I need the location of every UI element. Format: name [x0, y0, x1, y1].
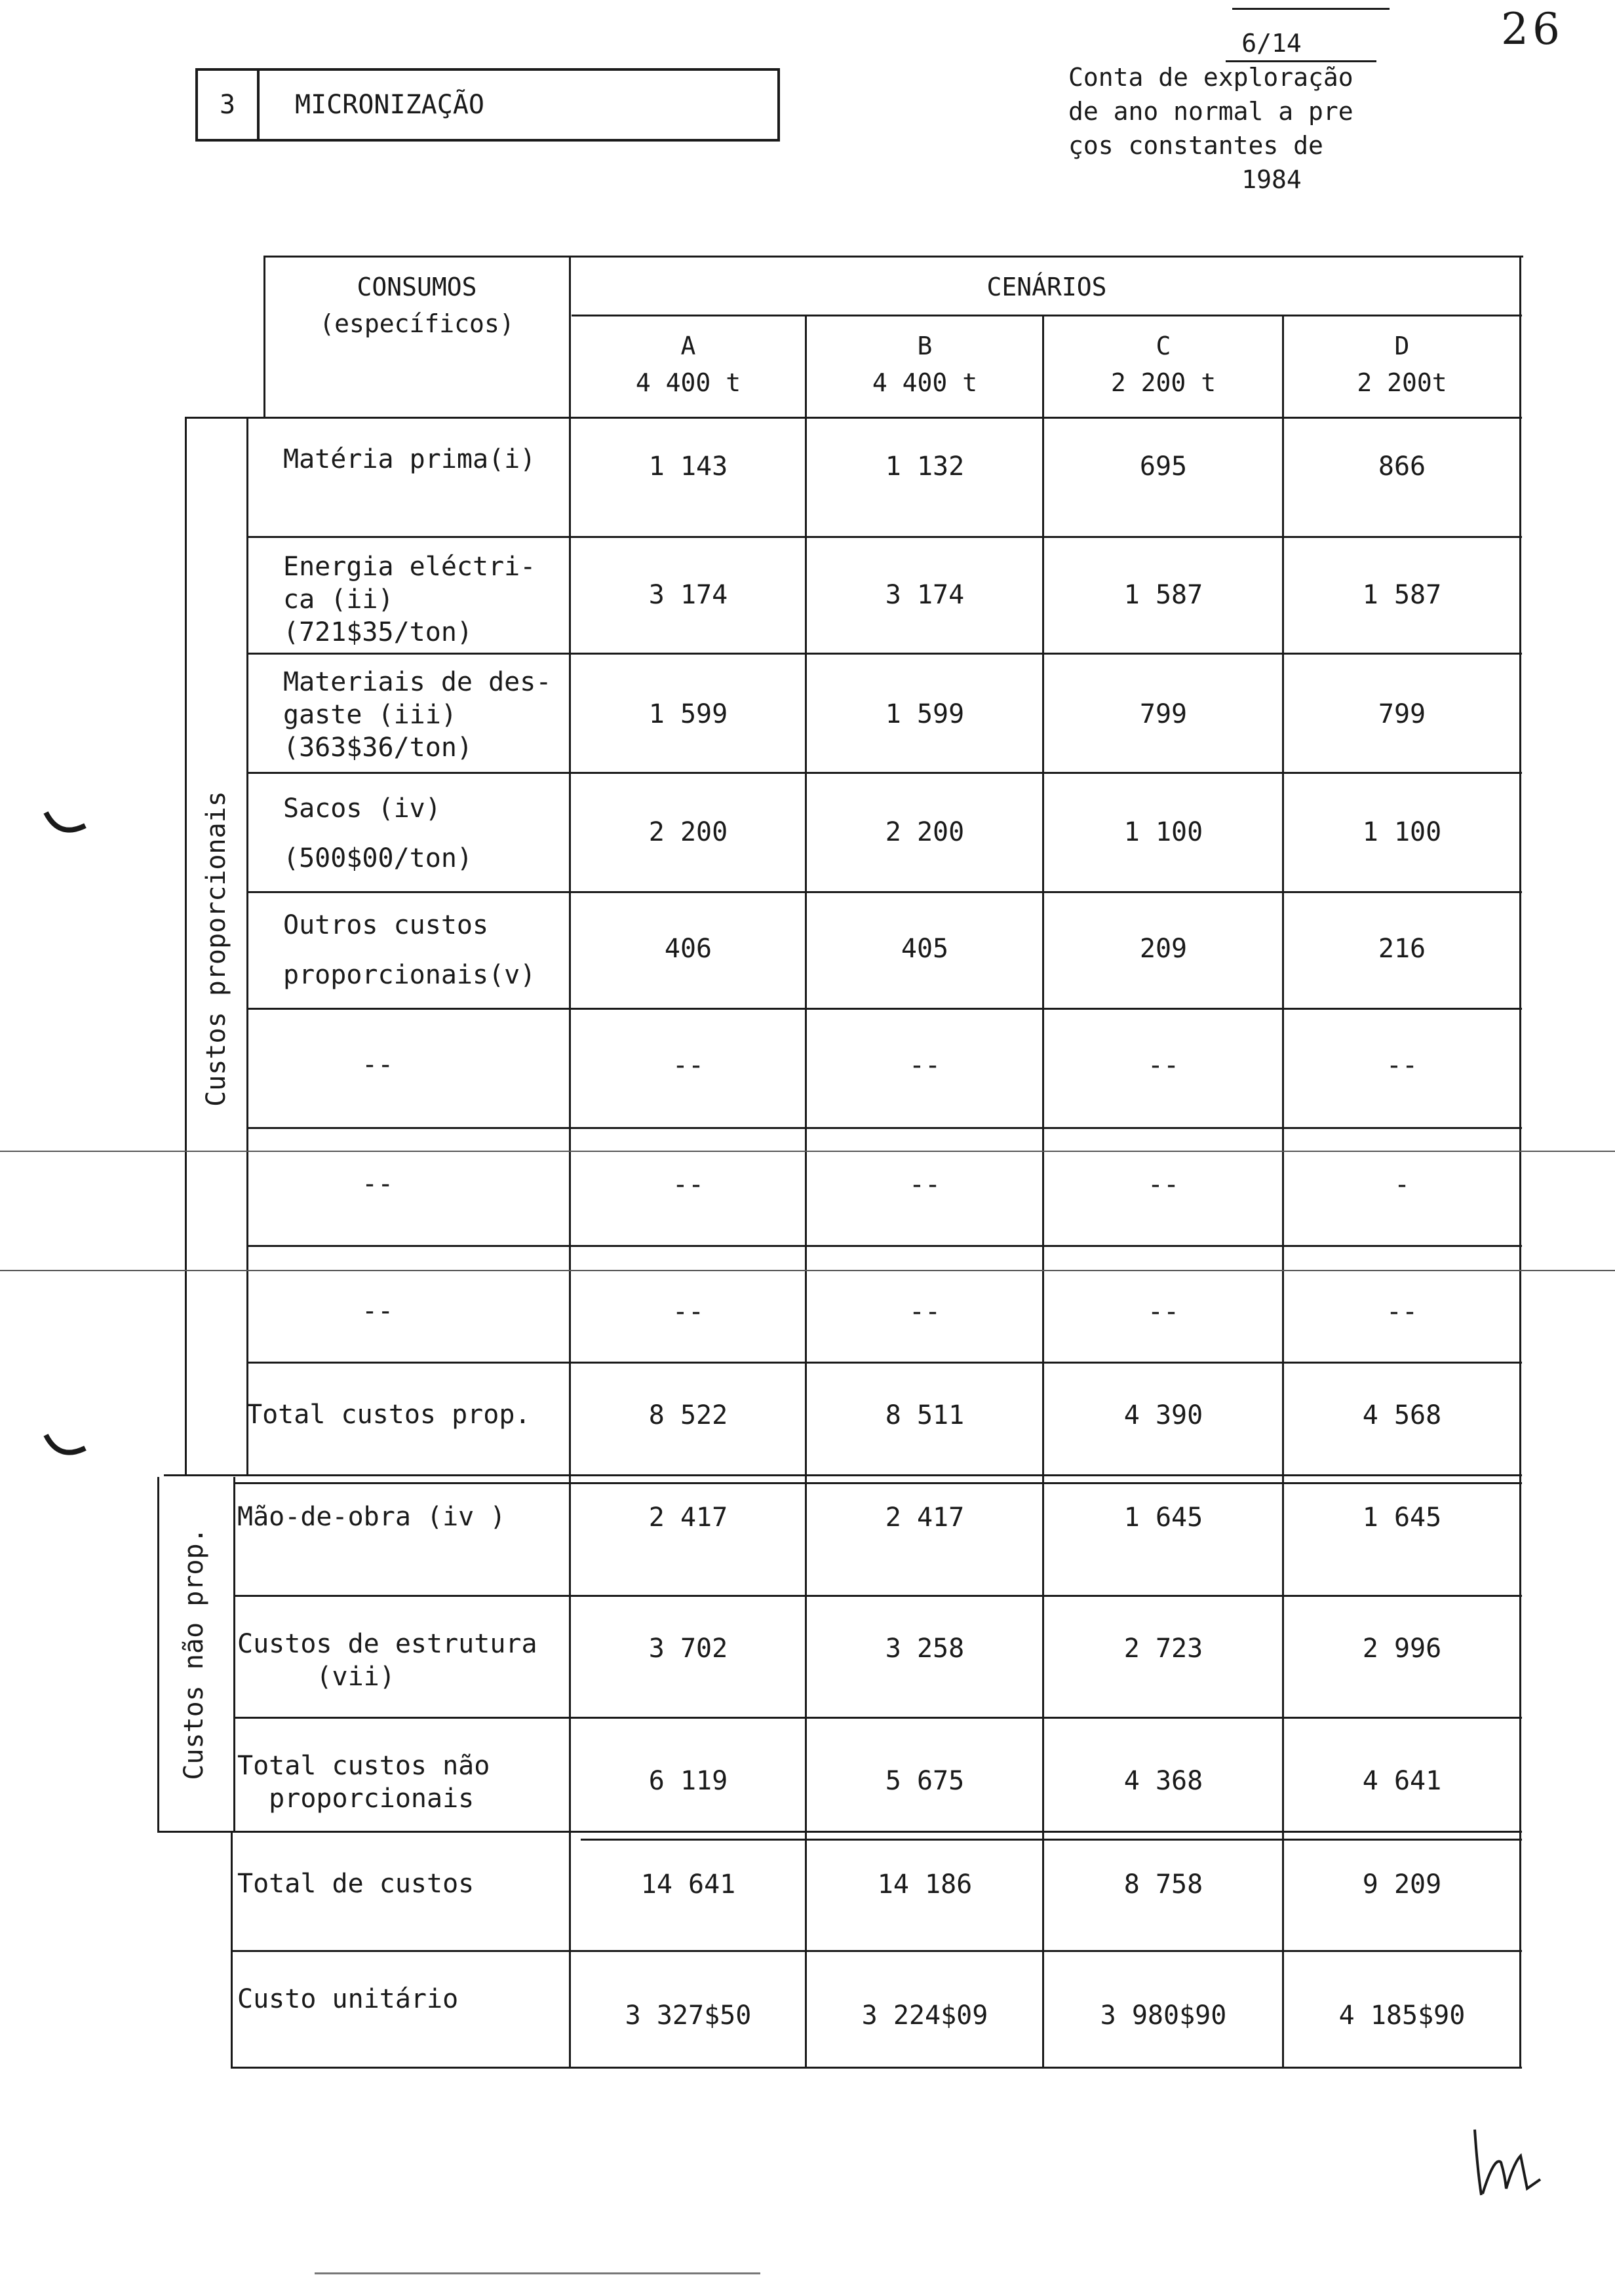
cell-r0-b: 1 132: [885, 451, 965, 482]
scenario-b-letter: B: [917, 332, 933, 360]
header-line-3: ços constantes de: [1068, 131, 1323, 160]
header-ref: 6/14: [1241, 29, 1302, 58]
scenario-a-letter: A: [680, 332, 696, 360]
scenario-d-header: [1285, 328, 1519, 401]
cell-r13-b: 3 224$09: [861, 2000, 988, 2031]
header-line-2: de ano normal a pre: [1068, 97, 1353, 126]
row-sep-4: [246, 891, 1522, 893]
row-label-sacos: Sacos (iv) (500$00/ton): [283, 794, 473, 873]
cell-r12-d: 9 209: [1362, 1869, 1442, 1900]
cell-r11-b: 5 675: [885, 1766, 965, 1796]
group-nonprop-left: [157, 1477, 159, 1832]
cell-r1-a: 3 174: [648, 580, 728, 610]
row-sep-9b: [233, 1482, 1522, 1484]
scenario-a-header: [572, 328, 805, 401]
scenario-b-qty: 4 400 t: [872, 368, 978, 397]
cell-r10-c: 2 723: [1123, 1634, 1203, 1664]
cell-r0-c: 695: [1139, 451, 1188, 482]
cell-r6-c: --: [1147, 1170, 1180, 1200]
row-sep-3: [246, 772, 1522, 774]
row-sep-2: [246, 653, 1522, 655]
row-sep-6: [246, 1127, 1522, 1129]
cell-r8-a: 8 522: [648, 1400, 728, 1430]
cell-r6-a: --: [672, 1170, 705, 1200]
col-line-2: [805, 315, 807, 2068]
group-prop-left: [185, 417, 187, 1474]
row-label-custos-estrutura: Custos de estrutura (vii): [237, 1629, 537, 1692]
scan-line-1: [0, 1151, 1615, 1152]
cell-r4-c: 209: [1139, 934, 1188, 964]
cell-r5-a: --: [672, 1050, 705, 1081]
row-label-energia: Energia eléctri- ca (ii) (721$35/ton): [283, 552, 536, 647]
row-sep-5: [246, 1008, 1522, 1010]
stray-dash-bottom: [315, 2272, 760, 2274]
cell-r11-c: 4 368: [1123, 1766, 1203, 1796]
cell-r2-d: 799: [1378, 699, 1426, 729]
scenario-a-qty: 4 400 t: [635, 368, 741, 397]
cell-r9-c: 1 645: [1123, 1502, 1203, 1533]
row-sep-12b: [581, 1839, 1522, 1841]
table-bottom-line: [231, 2067, 1522, 2069]
consumos-header: [265, 269, 569, 342]
scenario-b-header: [808, 328, 1042, 401]
scenarios-rule: [572, 315, 1522, 316]
cell-r2-a: 1 599: [648, 699, 728, 729]
col-line-3: [1042, 315, 1044, 2068]
row-sep-12: [157, 1831, 1522, 1833]
cell-r6-d: -: [1393, 1170, 1411, 1200]
cell-r10-a: 3 702: [648, 1634, 728, 1664]
binding-hole-mark-1: [39, 806, 92, 845]
cell-r8-b: 8 511: [885, 1400, 965, 1430]
row-label-mao-de-obra: Mão-de-obra (iv ): [237, 1502, 506, 1532]
group-label-nonproportional: Custos não prop.: [179, 1527, 209, 1780]
cell-r2-c: 799: [1139, 699, 1188, 729]
cell-r13-d: 4 185$90: [1338, 2000, 1466, 2031]
cell-r12-b: 14 186: [877, 1869, 973, 1900]
cell-r13-a: 3 327$50: [625, 2000, 752, 2031]
section-number: 3: [198, 71, 260, 139]
binding-hole-mark-2: [39, 1428, 92, 1468]
row-sep-9: [164, 1474, 1522, 1476]
row-sep-7: [246, 1245, 1522, 1247]
col-line-1: [569, 256, 571, 2068]
cell-r7-d: --: [1386, 1297, 1418, 1327]
group-prop-right: [246, 417, 248, 1474]
section-title: MICRONIZAÇÃO: [295, 90, 484, 120]
cell-r5-b: --: [908, 1050, 941, 1081]
row-label-total-nao-prop: Total custos não proporcionais: [237, 1751, 490, 1814]
cell-r9-d: 1 645: [1362, 1502, 1442, 1533]
scan-line-2: [0, 1270, 1615, 1271]
cell-r3-a: 2 200: [648, 817, 728, 847]
right-border: [1519, 256, 1521, 2068]
row-label-materiais-desgaste: Materiais de des- gaste (iii) (363$36/ton): [283, 667, 552, 763]
group-nonprop-right: [233, 1477, 235, 1832]
row-label-custo-unitario: Custo unitário: [237, 1984, 459, 2014]
scenario-c-letter: C: [1156, 332, 1171, 360]
cell-r9-a: 2 417: [648, 1502, 728, 1533]
header-bottom-line: [185, 417, 1522, 419]
cell-r10-d: 2 996: [1362, 1634, 1442, 1664]
cell-r11-a: 6 119: [648, 1766, 728, 1796]
row-sep-11: [233, 1717, 1522, 1719]
cell-r11-d: 4 641: [1362, 1766, 1442, 1796]
row-label-outros: Outros custos proporcionais(v): [283, 910, 536, 990]
cell-r12-c: 8 758: [1123, 1869, 1203, 1900]
cell-r1-b: 3 174: [885, 580, 965, 610]
consumos-subtitle: (específicos): [319, 309, 515, 338]
row-label-empty-2: --: [362, 1169, 394, 1199]
col-line-4: [1282, 315, 1284, 2068]
cell-r2-b: 1 599: [885, 699, 965, 729]
cell-r1-c: 1 587: [1123, 580, 1203, 610]
cenarios-header: CENÁRIOS: [986, 273, 1107, 301]
scenario-c-header: [1045, 328, 1282, 401]
cell-r7-c: --: [1147, 1297, 1180, 1327]
cell-r3-c: 1 100: [1123, 817, 1203, 847]
row-label-materia-prima: Matéria prima(i): [283, 444, 536, 474]
cell-r3-b: 2 200: [885, 817, 965, 847]
cell-r13-c: 3 980$90: [1100, 2000, 1227, 2031]
consumos-title: CONSUMOS: [357, 273, 477, 301]
group-label-proportional: Custos proporcionais: [201, 791, 231, 1107]
cell-r4-b: 405: [901, 934, 949, 964]
row-sep-8: [246, 1362, 1522, 1364]
row-label-empty-1: --: [362, 1050, 394, 1080]
cell-r5-c: --: [1147, 1050, 1180, 1081]
cell-r10-b: 3 258: [885, 1634, 965, 1664]
cell-r0-d: 866: [1378, 451, 1426, 482]
header-line-4: 1984: [1241, 165, 1302, 194]
scenario-d-qty: 2 200t: [1357, 368, 1447, 397]
cell-r6-b: --: [908, 1170, 941, 1200]
row-label-total-custos: Total de custos: [237, 1869, 475, 1899]
row-sep-13: [231, 1950, 1522, 1952]
cell-r8-c: 4 390: [1123, 1400, 1203, 1430]
row-sep-10: [233, 1595, 1522, 1597]
row-label-total-prop: Total custos prop.: [246, 1400, 531, 1430]
cell-r7-a: --: [672, 1297, 705, 1327]
cell-r0-a: 1 143: [648, 451, 728, 482]
cell-r9-b: 2 417: [885, 1502, 965, 1533]
scenario-c-qty: 2 200 t: [1110, 368, 1216, 397]
cell-r1-d: 1 587: [1362, 580, 1442, 610]
scenario-d-letter: D: [1394, 332, 1410, 360]
row-label-empty-3: --: [362, 1296, 394, 1326]
cell-r3-d: 1 100: [1362, 817, 1442, 847]
handwritten-initials: [1468, 2116, 1573, 2208]
cell-r4-d: 216: [1378, 934, 1426, 964]
header-line-1: Conta de exploração: [1068, 63, 1353, 92]
cell-r8-d: 4 568: [1362, 1400, 1442, 1430]
page-number: 26: [1501, 4, 1564, 54]
row-sep-1: [246, 536, 1522, 538]
cell-r7-b: --: [908, 1297, 941, 1327]
cell-r5-d: --: [1386, 1050, 1418, 1081]
table-top-line: [263, 256, 1523, 258]
cell-r4-a: 406: [664, 934, 712, 964]
cell-r12-a: 14 641: [640, 1869, 736, 1900]
